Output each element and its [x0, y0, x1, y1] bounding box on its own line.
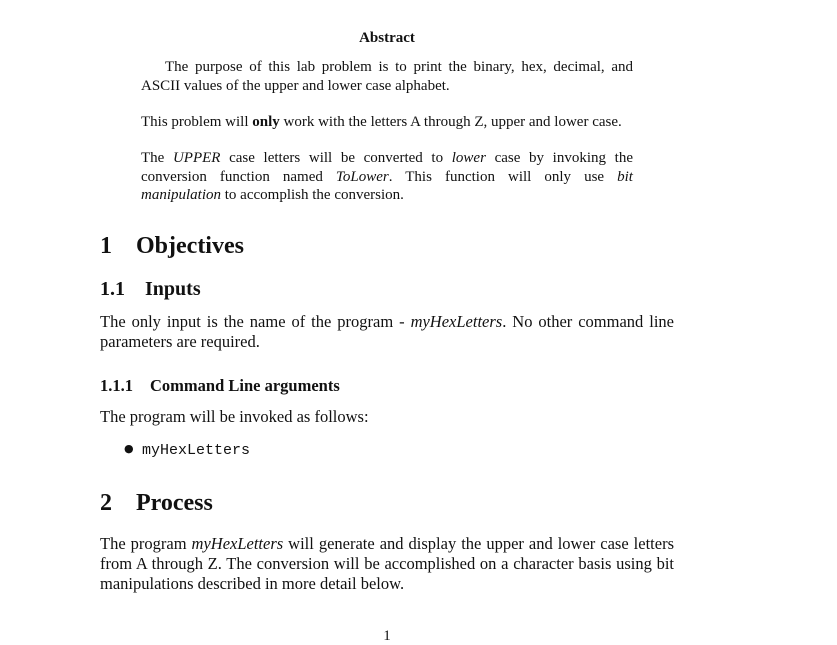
command-code: myHexLetters [142, 442, 251, 459]
subsubsection-heading-command-line [100, 376, 340, 396]
process-text-start: The program [100, 534, 192, 553]
inputs-text-end: . No other command line parameters are required. [100, 312, 674, 351]
conversion-term-upper: UPPER [172, 150, 221, 166]
list-item [124, 441, 250, 459]
abstract-scope-emphasis: only [252, 114, 280, 130]
subsection-title: Inputs [145, 278, 201, 300]
subsection-heading-inputs [100, 278, 201, 301]
conversion-text-3: case by invoking the conversion function named [141, 150, 633, 185]
conversion-term-bit-manipulation: bit manipulation [141, 168, 633, 203]
subsection-number: 1.1 [100, 278, 125, 300]
abstract-paragraph-purpose: The purpose of this lab problem is to print the binary, hex, decimal, and ASCII values of the upper and lower case alphabet. [141, 59, 633, 94]
inputs-text-start: The only input is the name of the program - [100, 312, 411, 331]
process-text-end: will generate and display the upper and lower case letters from A through Z. The conversion will be accomplished on a character basis using bit manipulations described in more detail below. [100, 534, 674, 593]
conversion-text-2: case letters will be converted to [220, 150, 452, 166]
bullet-icon: ● [124, 442, 134, 455]
conversion-text-4: . This function will only use [388, 168, 618, 185]
program-name: myHexLetters [410, 312, 503, 331]
conversion-text-1: The [141, 150, 173, 166]
abstract-paragraph-scope [141, 113, 633, 132]
conversion-term-lower: lower [451, 150, 486, 166]
subsubsection-title: Command Line arguments [150, 376, 340, 395]
abstract-scope-text-start: This problem will [141, 114, 253, 130]
subsubsection-number: 1.1.1 [100, 376, 133, 395]
process-paragraph [100, 534, 674, 594]
section-heading-objectives [100, 233, 244, 260]
section-title: Process [136, 490, 213, 516]
conversion-text-5: to accomplish the conversion. [221, 187, 404, 203]
section-number: 1 [100, 233, 112, 259]
section-heading-process [100, 490, 213, 517]
section-number: 2 [100, 490, 112, 516]
section-title: Objectives [136, 233, 244, 259]
program-name: myHexLetters [191, 534, 284, 553]
conversion-function-name: ToLower [335, 168, 389, 185]
inputs-paragraph [100, 312, 674, 352]
abstract-title: Abstract [359, 30, 415, 46]
abstract-paragraph-conversion [141, 149, 633, 205]
invocation-paragraph: The program will be invoked as follows: [100, 407, 369, 426]
page-number: 1 [383, 628, 391, 644]
abstract-scope-text-end: work with the letters A through Z, upper and lower case. [279, 114, 622, 130]
